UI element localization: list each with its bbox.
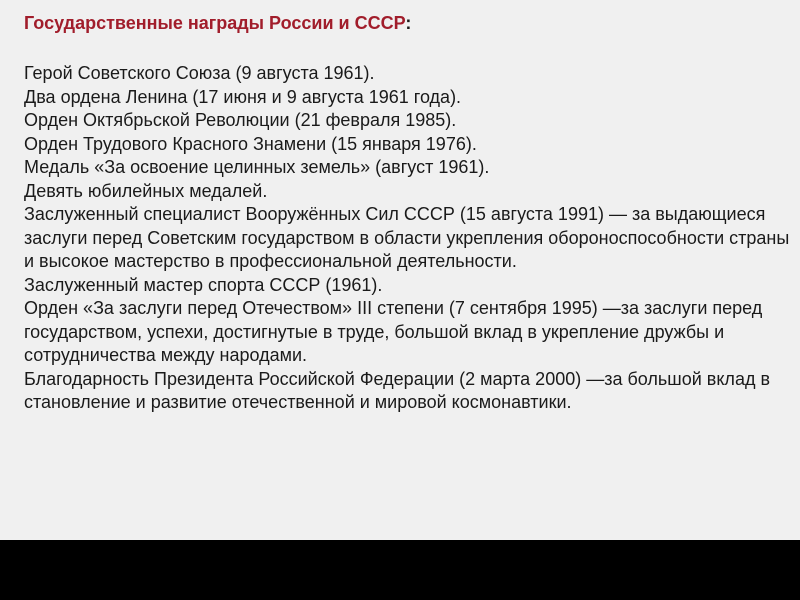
award-item: Герой Советского Союза (9 августа 1961). xyxy=(24,63,375,83)
award-item: Медаль «За освоение целинных земель» (август 1961). xyxy=(24,157,490,177)
award-item: Девять юбилейных медалей. xyxy=(24,180,268,201)
slide-content xyxy=(24,10,796,415)
award-item: Благодарность Президента Российской Федерации (2 марта 2000) —за большой вклад в становление и развитие отечественной и мировой космонавтики. xyxy=(24,368,771,412)
award-item: Орден Октябрьской Революции (21 февраля 1985). xyxy=(24,110,457,130)
award-item: Два ордена Ленина (17 июня и 9 августа 1961 года). xyxy=(24,86,462,107)
footer-bar xyxy=(0,540,800,600)
award-item: Орден «За заслуги перед Отечеством» III степени (7 сентября 1995) —за заслуги перед государством, успехи, достигнутые в труде, большой вклад в укрепление дружбы и сотрудничества между народами. xyxy=(24,298,763,365)
awards-list xyxy=(24,62,796,415)
slide-title xyxy=(24,10,796,36)
slide-title-colon: : xyxy=(405,13,412,33)
slide-title-text: Государственные награды России и СССР xyxy=(24,13,406,33)
award-item: Заслуженный специалист Вооружённых Сил СССР (15 августа 1991) — за выдающиеся заслуги перед Советским государством в области укрепления обороноспособности страны и высокое мастерство в профессиональной деятельности. xyxy=(24,204,790,271)
award-item: Орден Трудового Красного Знамени (15 января 1976). xyxy=(24,133,477,154)
award-item: Заслуженный мастер спорта СССР (1961). xyxy=(24,274,383,295)
